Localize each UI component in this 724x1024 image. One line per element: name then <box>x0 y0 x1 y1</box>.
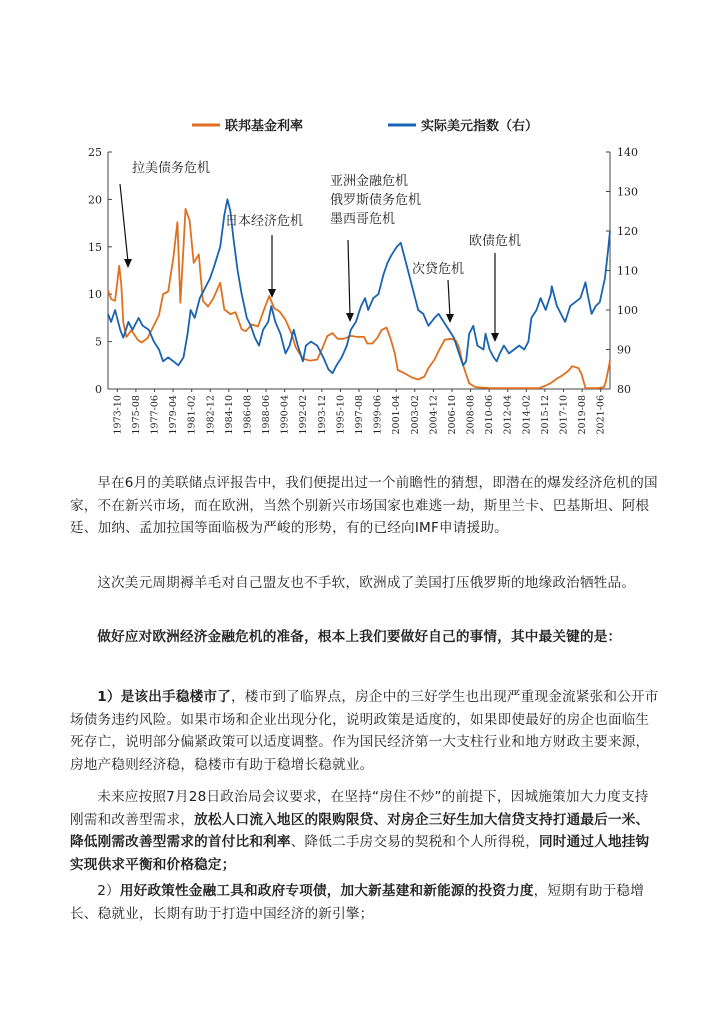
x-tick-label: 1975-08 <box>130 395 142 435</box>
x-tick-label: 2008-08 <box>465 395 477 435</box>
x-tick-label: 1997-08 <box>354 395 365 435</box>
annotation-arrow-line <box>348 240 350 316</box>
annotation-label: 墨西哥危机 <box>330 212 396 227</box>
article-body-3 <box>70 626 660 649</box>
left-tick-label: 25 <box>88 146 102 159</box>
paragraph-5-b: 放松人口流入地区的限购限贷、对房企三好生加大信贷支持打通最后一米、降低刚需改善型需求的首付比和利率 <box>70 811 650 850</box>
x-tick-label: 2021-06 <box>595 395 607 435</box>
x-tick-label: 2019-08 <box>577 394 589 435</box>
paragraph-2: 这次美元周期褥羊毛对自己盟友也不手软，欧洲成了美国打压俄罗斯的地缘政治牺牲品。 <box>97 575 636 591</box>
x-tick-label: 2012-04 <box>502 395 514 435</box>
x-tick-label: 1984-10 <box>223 395 235 435</box>
fed-rate-dollar-index-chart <box>80 108 645 448</box>
series-line-fed-rate <box>108 209 610 388</box>
paragraph-4-rest: ，楼市到了临界点，房企中的三好学生也出现严重现金流紧张和公开市场债务违约风险。如果市场和企业出现分化，说明政策是适度的，如果即使最好的房企也面临生死存亡，说明部分偏紧政策可以适度调整。作为国民经济第一大支柱行业和地方财政主要来源，房地产稳则经济稳，稳楼市有助于稳增长稳就业。 <box>70 689 659 773</box>
paragraph-4-lead: 1）是该出手稳楼市了 <box>97 689 231 705</box>
article-body-2 <box>70 572 660 595</box>
left-tick-label: 10 <box>88 288 102 302</box>
annotation-arrow-head <box>124 259 132 268</box>
x-tick-label: 1993-12 <box>316 395 328 435</box>
paragraph-6-c: ，短期有助于稳增长、稳就业，长期有助于打造中国经济的新引擎； <box>70 883 645 922</box>
annotation-label: 欧债危机 <box>469 234 522 249</box>
paragraph-6-b: 用好政策性金融工具和政府专项债，加大新基建和新能源的投资力度 <box>119 883 534 899</box>
left-tick-label: 5 <box>95 335 102 349</box>
paragraph-4 <box>70 686 660 776</box>
paragraph-5 <box>70 786 660 876</box>
paragraph-5-c: 、降低二手房交易的契税和个人所得税， <box>290 834 539 850</box>
annotation-label: 拉美债务危机 <box>132 161 211 176</box>
x-tick-label: 1990-04 <box>279 395 291 435</box>
right-tick-label: 90 <box>617 343 631 357</box>
x-tick-label: 2014-02 <box>521 395 533 435</box>
paragraph-6-a: 2） <box>97 883 120 899</box>
right-tick-label: 140 <box>617 146 638 159</box>
x-tick-label: 2017-10 <box>558 395 570 435</box>
annotation-label: 亚洲金融危机 <box>330 174 409 189</box>
right-tick-label: 110 <box>617 264 638 278</box>
x-tick-label: 2004-12 <box>428 395 440 435</box>
x-tick-label: 1981-02 <box>186 395 198 435</box>
left-tick-label: 0 <box>95 383 102 396</box>
x-tick-label: 1977-06 <box>149 395 161 435</box>
right-tick-label: 130 <box>617 185 638 199</box>
x-tick-label: 2015-12 <box>539 395 551 435</box>
x-tick-label: 2003-02 <box>409 395 421 435</box>
x-tick-label: 2006-10 <box>446 395 458 435</box>
annotation-arrow-head <box>446 314 454 323</box>
legend-label-dollar-index: 实际美元指数（右） <box>421 119 539 134</box>
article-body-6 <box>70 880 660 925</box>
left-tick-label: 20 <box>88 193 102 207</box>
x-tick-label: 1988-06 <box>261 395 273 435</box>
paragraph-3: 做好应对欧洲经济金融危机的准备，根本上我们要做好自己的事情，其中最关键的是： <box>97 629 622 645</box>
annotation-label: 俄罗斯债务危机 <box>330 193 422 208</box>
article-body-5 <box>70 786 660 876</box>
paragraph-6 <box>70 880 660 925</box>
x-tick-label: 1992-02 <box>298 395 310 435</box>
annotation-label: 次贷危机 <box>412 262 465 277</box>
x-tick-label: 1982-12 <box>205 395 217 435</box>
annotation-arrow-head <box>491 333 499 342</box>
annotation-arrow-line <box>120 184 128 262</box>
x-tick-label: 1999-06 <box>372 395 384 435</box>
x-tick-label: 1979-04 <box>168 395 180 435</box>
x-tick-label: 2001-04 <box>391 395 403 435</box>
annotation-label: 日本经济危机 <box>225 214 304 229</box>
legend <box>192 118 538 134</box>
right-tick-label: 120 <box>617 225 638 238</box>
right-tick-label: 80 <box>617 383 631 396</box>
paragraph-5-a: 未来应按照7月28日政治局会议要求，在坚持“房住不炒”的前提下，因城施策加大力度支持刚需和改善型需求， <box>70 789 649 828</box>
article-body-4 <box>70 686 660 776</box>
x-tick-label: 1973-10 <box>112 395 124 435</box>
x-tick-label: 2010-06 <box>484 395 496 435</box>
paragraph-1: 早在6月的美联储点评报告中，我们便提出过一个前瞻性的猜想，即潜在的爆发经济危机的国家，不在新兴市场，而在欧洲，当然个别新兴市场国家也难逃一劫，斯里兰卡、巴基斯坦、阿根廷、加纳、孟加拉国等面临极为严峻的形势，有的已经向IMF申请援助。 <box>70 475 658 536</box>
x-tick-label: 1995-10 <box>335 395 347 435</box>
x-tick-label: 1986-08 <box>242 395 254 435</box>
legend-label-fed-rate: 联邦基金利率 <box>225 119 304 134</box>
annotation-arrow-line <box>448 280 450 317</box>
paragraph-5-d: 同时通过人地挂钩实现供求平衡和价格稳定； <box>70 834 650 873</box>
right-tick-label: 100 <box>617 304 638 317</box>
left-tick-label: 15 <box>88 240 102 254</box>
article-body <box>70 472 660 540</box>
annotation-arrow-head <box>346 313 354 322</box>
